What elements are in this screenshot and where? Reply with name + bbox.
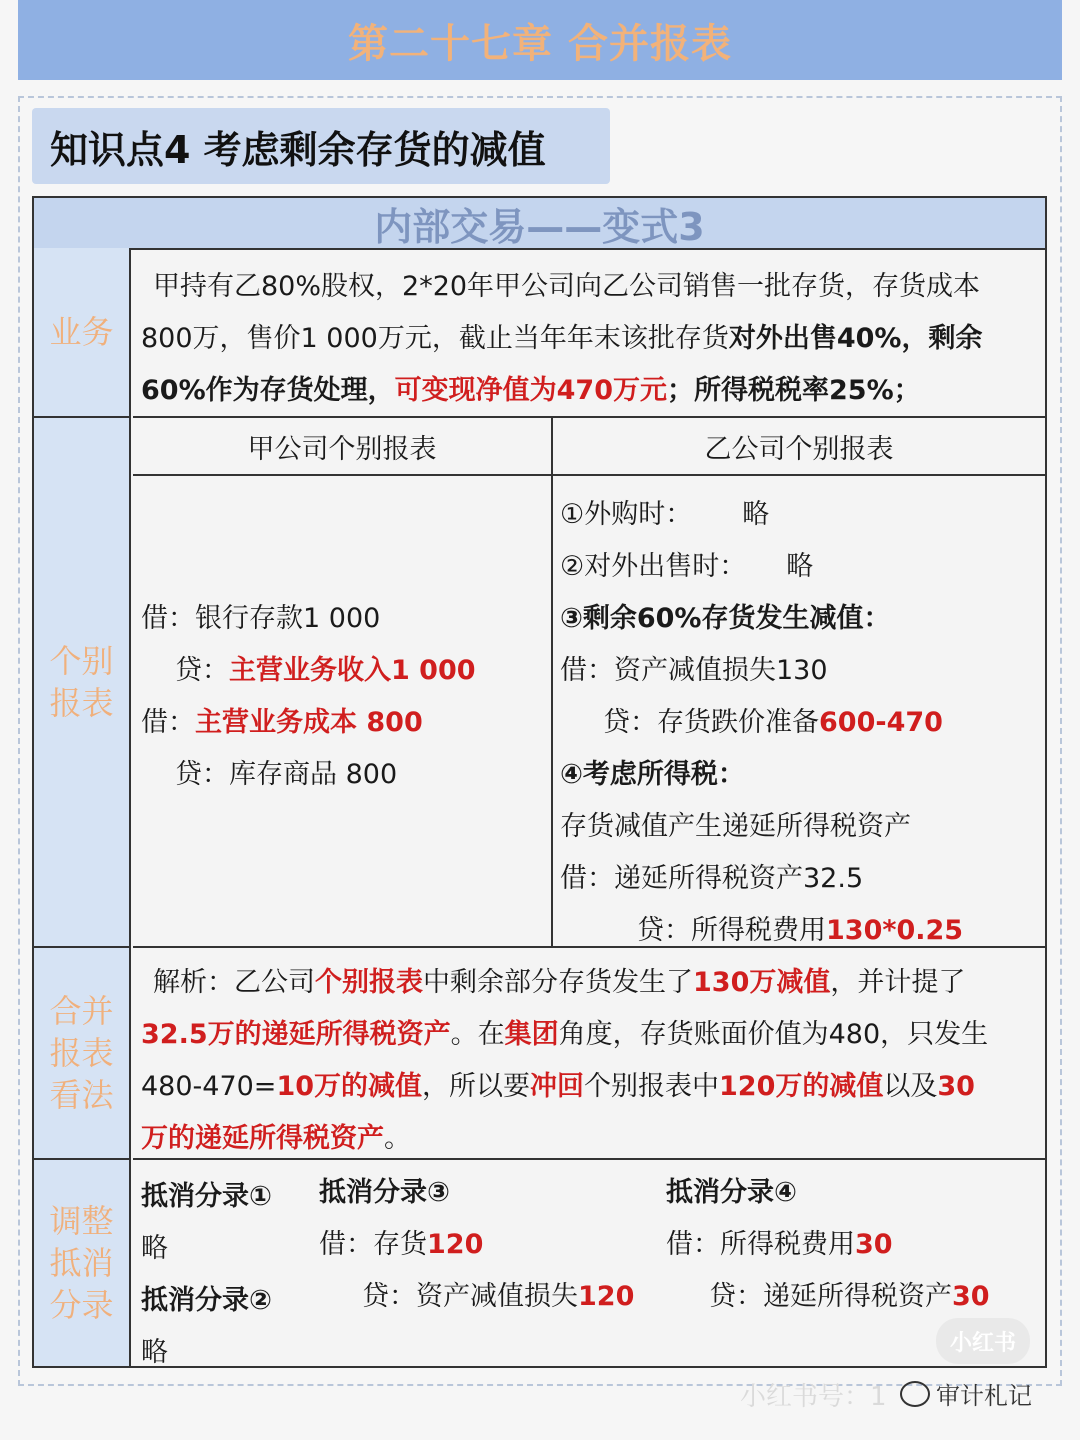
analysis-text: 个别报表中	[584, 1071, 720, 1102]
b-entry-red: 600-470	[819, 707, 943, 738]
elimination-3-title: 抵消分录③	[319, 1177, 450, 1208]
analysis-red: 10万的减值	[276, 1071, 423, 1102]
adjust-label: 调整抵消分录	[49, 1202, 114, 1324]
chapter-title: 第二十七章 合并报表	[348, 20, 732, 67]
entry-red: 30	[855, 1229, 893, 1260]
transaction-table	[32, 196, 1047, 1368]
watermark-name: 审计札记	[936, 1382, 1032, 1410]
adjust-cell	[133, 1160, 1045, 1366]
b-entry-red: 130*0.25	[826, 915, 964, 946]
analysis-text: ，所以要	[422, 1071, 531, 1102]
analysis-red: 万的递延所得税资产	[141, 1123, 384, 1154]
analysis-text: 480-470=	[141, 1071, 277, 1102]
a-entry-3	[141, 700, 423, 739]
a-entry-text: 贷：	[175, 655, 229, 686]
b-entry-text: 贷：所得税费用	[637, 915, 826, 946]
analysis-line-3	[141, 1064, 975, 1103]
individual-cell	[133, 418, 1045, 948]
xiaohongshu-logo: 小红书	[936, 1318, 1030, 1364]
entry-red: 30	[952, 1281, 990, 1312]
elimination-3-debit	[319, 1222, 483, 1261]
watermark-account: 小红书号：1	[740, 1382, 887, 1412]
chapter-banner	[18, 0, 1062, 80]
b-entry-text: 贷：存货跌价准备	[603, 707, 819, 738]
row-label-consolidated	[34, 948, 131, 1160]
elimination-1-title: 抵消分录①	[141, 1181, 272, 1212]
analysis-red: 130万减值	[693, 967, 831, 998]
business-text: 800万，售价1 000万元，截止当年年末该批存货	[141, 323, 729, 354]
individual-label: 个别报表	[49, 642, 114, 722]
analysis-line-1	[153, 960, 965, 999]
analysis-text: 。在	[450, 1019, 505, 1050]
wechat-icon	[900, 1381, 930, 1407]
analysis-line-4	[141, 1116, 411, 1155]
analysis-red: 冲回	[530, 1071, 585, 1102]
analysis-red: 32.5万的递延所得税资产	[141, 1019, 451, 1050]
elimination-2-title: 抵消分录②	[141, 1285, 272, 1316]
b-entry-1	[560, 492, 769, 531]
analysis-text: ，并计提了	[830, 967, 966, 998]
analysis-text: 以及	[883, 1071, 938, 1102]
elimination-4-title: 抵消分录④	[666, 1177, 797, 1208]
elimination-1-value: 略	[141, 1233, 168, 1264]
analysis-line-2	[141, 1012, 988, 1051]
a-entry-red: 主营业务收入1 000	[229, 655, 476, 686]
elimination-4-credit	[709, 1274, 990, 1313]
entry-text: 借：所得税费用	[666, 1229, 855, 1260]
b-entry-8: 借：递延所得税资产32.5	[560, 863, 864, 894]
analysis-text: 角度，存货账面价值为480，只发生	[558, 1019, 989, 1050]
knowledge-point-title: 知识点4 考虑剩余存货的减值	[50, 127, 546, 172]
elimination-3-credit	[362, 1274, 634, 1313]
business-bold: 60%作为存货处理，	[141, 375, 395, 406]
a-entry-1: 借：银行存款1 000	[141, 603, 381, 634]
table-header	[34, 198, 1045, 250]
a-entry-text: 借：	[141, 707, 195, 738]
a-entry-4: 贷：库存商品 800	[175, 759, 398, 790]
knowledge-point-header	[32, 108, 610, 184]
b-entry-value: 略	[742, 499, 770, 530]
analysis-red: 30	[937, 1071, 975, 1102]
analysis-red: 集团	[504, 1019, 559, 1050]
business-red: 可变现净值为470万元	[394, 375, 668, 406]
a-entry-red: 主营业务成本 800	[195, 707, 423, 738]
entry-red: 120	[427, 1229, 484, 1260]
business-line-2	[141, 316, 982, 355]
business-line-3	[141, 368, 921, 407]
entry-red: 120	[578, 1281, 635, 1312]
b-entry-9	[637, 908, 963, 947]
analysis-text: 中剩余部分存货发生了	[423, 967, 693, 998]
elimination-2-value: 略	[141, 1337, 168, 1368]
row-label-adjust	[34, 1160, 131, 1366]
column-divider	[551, 418, 553, 946]
table-title: 内部交易——变式3	[374, 204, 705, 249]
b-entry-6: ④考虑所得税：	[560, 759, 745, 790]
b-entry-7: 存货减值产生递延所得税资产	[560, 811, 911, 842]
watermark-source	[900, 1376, 1032, 1411]
business-label: 业务	[49, 313, 114, 351]
b-entry-text: ②对外出售时：	[560, 551, 747, 582]
entry-text: 贷：资产减值损失	[362, 1281, 578, 1312]
row-label-business	[34, 248, 131, 418]
analysis-red: 个别报表	[315, 967, 423, 998]
entry-text: 借：存货	[319, 1229, 427, 1260]
business-cell	[133, 248, 1045, 418]
b-entry-2	[560, 544, 813, 583]
b-entry-value: 略	[786, 551, 814, 582]
company-a-header: 甲公司个别报表	[133, 418, 551, 476]
business-bold: 对外出售40%，剩余	[728, 323, 983, 354]
company-b-header: 乙公司个别报表	[553, 418, 1045, 476]
entry-text: 贷：递延所得税资产	[709, 1281, 952, 1312]
analysis-text: 。	[384, 1123, 411, 1154]
consolidated-cell	[133, 948, 1045, 1160]
row-label-individual	[34, 418, 131, 948]
elimination-4-debit	[666, 1222, 893, 1261]
business-bold: ；所得税税率25%；	[667, 375, 921, 406]
b-entry-text: ①外购时：	[560, 499, 693, 530]
analysis-red: 120万的减值	[719, 1071, 884, 1102]
b-entry-5	[603, 700, 943, 739]
a-entry-2	[175, 648, 476, 687]
business-line-1: 甲持有乙80%股权，2*20年甲公司向乙公司销售一批存货，存货成本	[153, 271, 981, 302]
analysis-text: 解析：乙公司	[153, 967, 315, 998]
b-entry-4: 借：资产减值损失130	[560, 655, 828, 686]
b-entry-3: ③剩余60%存货发生减值：	[560, 603, 891, 634]
consolidated-label: 合并报表看法	[49, 992, 114, 1114]
